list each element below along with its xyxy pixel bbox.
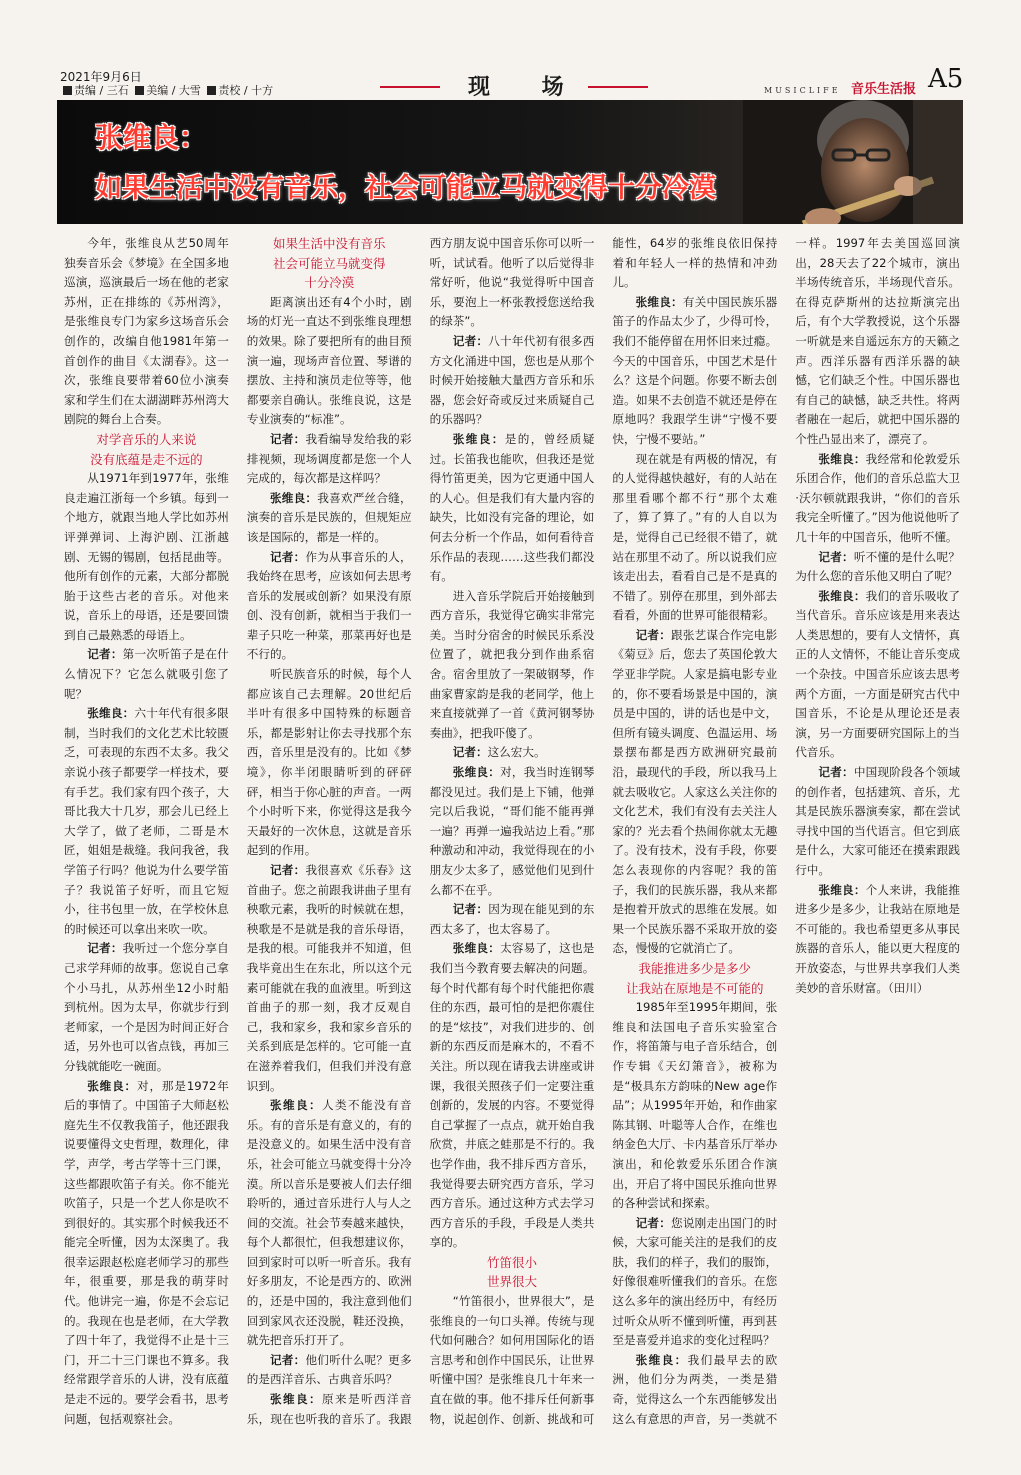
article-paragraph [64,939,229,1076]
headline-name: 张维良： [95,121,208,154]
subheading: 竹笛很小 [486,1254,537,1270]
page-header [0,0,1021,100]
speaker-label: 记者： [452,333,489,348]
article-body [64,234,960,1434]
paragraph-text: 距离演出还有4个小时，剧场的灯光一直达不到张维良理想的效果。除了要把所有的曲目预演一遍，现场声音位置、琴谱的摆放、主持和演员走位等等，他都要亲自确认。张维良说，这是专业演奏的“标准”。 [246,294,412,427]
speaker-label: 张维良： [635,1352,688,1367]
paragraph-text: 我经常和伦敦爱乐乐团合作，他们的音乐总监大卫·沃尔顿就跟我讲，“你们的音乐我完全听懂了。”因为他说他听了几十年的中国音乐，他听不懂。 [795,451,960,544]
paragraph-text: 听民族音乐的时候，每个人都应该自己去理解。20世纪后半叶有很多中国特殊的标题音乐，都是影射让你去寻找那个东西，音乐里是没有的。比如《梦境》，你半闭眼睛听到的砰砰砰，相当于你心脏的声音。一两个小时听下来，你觉得这是我今天最好的一次休息，这就是音乐起到的作用。 [246,667,412,858]
paragraph-text: 对，我当时连钢琴都没见过。我们是上下铺，他弹完以后我说，“哥们能不能再弹一遍？再弹一遍我站边上看。”那种激动和冲动，我觉得现在的小朋友少太多了，感觉他们见到什么都不在乎。 [429,765,595,897]
article-paragraph [430,587,595,744]
speaker-label: 张维良： [452,431,505,446]
speaker-label: 张维良： [269,1392,322,1407]
speaker-label: 记者： [269,549,306,564]
article-paragraph [612,998,777,1214]
paragraph-text: 第一次听笛子是在什么情况下？它怎么就吸引您了呢？ [64,647,229,701]
editor-credits [60,82,273,98]
paragraph-text: 您说刚走出国门的时候，大家可能关注的是我们的皮肤，我们的样子，我们的服饰，好像很难听懂我们的音乐。在您这么多年的演出经历中，有经历过听众从听不懂到听懂，再到甚至是喜爱并追求的变化过程吗？ [612,1215,778,1348]
paragraph-text: 我喜欢严丝合缝，演奏的音乐是民族的，但规矩应该是国际的，都是一样的。 [246,490,412,544]
paragraph-text: 他们听什么呢？更多的是西洋音乐、古典音乐吗？ [246,1352,412,1387]
article-paragraph [64,469,229,645]
speaker-label: 记者： [269,863,306,877]
flute-player-photo [743,100,963,224]
paragraph-text: 人类不能没有音乐。有的音乐是有意义的，有的是没意义的。如果生活中没有音乐，社会可能立马就变得十分冷漠。所以音乐是要被人们去仔细聆听的，通过音乐进行人与人之间的交流。社会节奏越来越快，每个人都很忙，但我想建议你，回到家时可以听一听音乐。我有好多朋友，不论是西方的、欧洲的，还是中国的，我注意到他们回到家风衣还没脱，鞋还没换，就先把音乐打开了。 [246,1098,412,1348]
speaker-label: 张维良： [452,765,501,780]
speaker-label: 记者： [269,431,306,446]
article-paragraph [795,587,960,763]
speaker-label: 张维良： [452,941,501,956]
editor-credit: 责校 / 十方 [218,84,274,97]
paragraph-text: 作为从事音乐的人，我始终在思考，应该如何去思考音乐的发展或创新？如果没有原创、没有创新，就相当于我们一辈子只吃一种菜，那菜再好也是不行的。 [246,549,412,662]
paragraph-text: 太容易了，这也是我们当今教育要去解决的问题。每个时代都有每个时代能把你震住的东西，最可怕的是把你震住的是“炫技”，对我们进步的、创新的东西反而是麻木的，不看不关注。所以现在请我去讲座或讲课，我很关照孩子们一定要注重创新的，发展的内容。不要觉得自己掌握了一点点，就开始自我欣赏，井底之蛙那是不行的。我也学作曲，我不排斥西方音乐，我觉得要去研究西方音乐，学习西方音乐。通过这种方式去学习西方音乐的手段，手段是人类共享的。 [429,941,595,1250]
subheading: 让我站在原地是不可能的 [626,980,764,996]
article-paragraph [795,881,960,999]
article-paragraph [247,293,412,430]
paragraph-text: 是的，曾经质疑过。长笛我也能吹，但我还是觉得竹笛更美，因为它更通中国人的人心。但是我们有大量内容的缺失，比如没有完备的理论，如何去分析一个作品，如何看待音乐作品的表现……这些我们都没有。 [429,431,595,584]
subheading: 对学音乐的人来说 [96,431,197,447]
speaker-label: 记者： [818,549,854,564]
article-paragraph [247,665,412,861]
article-paragraph [430,900,595,939]
article-paragraph [612,450,777,626]
article-paragraph [64,234,229,430]
article-paragraph [795,450,960,548]
brand-english: MUSICLIFE [764,86,841,95]
paragraph-text: 这么宏大。 [487,745,546,760]
article-paragraph [795,548,960,587]
paragraph-text: 我们最早去的欧洲，他们分为两类，一类是猎奇，觉得这么一个东西能够发出这么有意思的声音，另一类就不一样。1997年去美国巡回演出，28天去了22个城市，演出半场传统音乐，半场现代音乐。在得克萨斯州的达拉斯演完出后，有个大学教授说，这个乐器一听就是来自遥远东方的天籁之声。西洋乐器有西洋乐器的缺憾，它们缺乏个性。中国乐器也有自己的缺憾，缺乏共性。将两者融在一起后，就把中国乐器的个性凸显出来了，漂亮了。 [612,236,960,1426]
speaker-label: 张维良： [635,294,683,309]
header-rule-left [380,86,440,88]
article-paragraph [430,763,595,900]
editor-credit: 责编 / 三石 [74,84,129,97]
article-paragraph [247,548,412,666]
speaker-label: 张维良： [269,490,318,505]
article-paragraph [430,332,595,430]
article-paragraph [430,939,595,1253]
headline-quote: 如果生活中没有音乐，社会可能立马就变得十分冷漠 [95,173,716,204]
square-bullet-icon [63,86,72,95]
paragraph-text: 我们的音乐吸收了当代音乐。音乐应该是用来表达人类思想的，要有人文情怀，真正的人文情怀，不能让音乐变成一个杂技。中国音乐应该去思考两个方面，一方面是研究古代中国音乐，不论是从理论还是表演，另一方面要研究国际上的当代音乐。 [795,588,960,760]
article-paragraph [430,743,595,763]
speaker-label: 记者： [87,647,123,662]
speaker-label: 记者： [452,902,489,917]
section-title: 现 场 [468,74,586,100]
paragraph-text: 个人来讲，我能推进多少是多少，让我站在原地是不可能的。我也希望更多从事民族器的音乐人，能以更大程度的开放姿态，与世界共享我们人类美妙的音乐财富。（田川） [795,882,960,995]
speaker-label: 张维良： [818,588,866,603]
paragraph-text: 我看编导发给我的彩排视频，现场调度都是您一个人完成的，每次都是这样吗？ [246,431,412,486]
paragraph-text: 我很喜欢《乐春》这首曲子。您之前跟我讲曲子里有秧歌元素，我听的时候就在想，秧歌是不是就是我的音乐母语，是我的根。可能我并不知道，但我毕竟出生在东北，所以这个元素可能就在我的血液里。听到这首曲子的那一刻，我才反观自己，我和家乡，我和家乡音乐的关系到底是怎样的。它可能一直在滋养着我们，但我们并没有意识到。 [246,863,412,1093]
square-bullet-icon [135,86,144,95]
speaker-label: 记者： [635,627,672,642]
article-paragraph [64,1077,229,1430]
paragraph-text: 六十年代有很多限制，当时我们的文化艺术比较匮乏，可表现的东西不太多。我父亲说小孩子都要学一样技术，要有手艺。我们家有四个孩子，大哥比我大十几岁，那会儿已经上大学了，做了老师，二哥是木匠，姐姐是裁缝。我问我爸，我学笛子行吗？他说为什么要学笛子？我说笛子好听，而且它短小，往书包里一放，在学校休息的时候还可以拿出来吹一吹。 [64,706,229,936]
article-paragraph [612,626,777,959]
square-bullet-icon [207,86,216,95]
paragraph-text: 跟张艺谋合作完电影《菊豆》后，您去了英国伦敦大学亚非学院。人家是搞电影专业的，你不要看场景是中国的，演员是中国的，讲的话也是中文，但所有镜头调度、色温运用、场景摆布都是西方欧洲研究最前沿，最现代的手段，所以我马上就去吸收它。人家这么关注你的文化艺术，我们有没有去关注人家的？光去看个热闹你就太无趣了。没有技术，没有手段，你要怎么表现你的内容呢？我的笛子，我们的民族乐器，我从来都是抱着开放式的思维在发展。如果一个民族乐器不采取开放的姿态，慢慢的它就消亡了。 [612,627,778,956]
paragraph-text: 因为现在能见到的东西太多了，也太容易了。 [429,902,595,936]
subheading: 没有底蕴是走不远的 [90,451,203,467]
paragraph-text: 有关中国民族乐器笛子的作品太少了，少得可怜，我们不能停留在用怀旧来过瘾。今天的中国音乐，中国艺术是什么？这是个问题。你要不断去创造。如果不去创造不就还是停在原地吗？我跟学生讲“宁慢不要快，宁慢不要站。” [612,294,778,446]
issue-date: 2021年9月6日 [60,70,142,84]
article-paragraph [247,430,412,489]
paragraph-text: 从1971年到1977年，张维良走遍江浙每一个乡镇。每到一个地方，就跟当地人学比如苏州评弹弹词、上海沪剧、江浙越剧、无锡的锡剧，包括昆曲等。他所有创作的元素，大部分都脱胎于这些古老的音乐。对他来说，音乐上的母语，还是要回馈到自己最熟悉的母语上。 [64,471,229,642]
paragraph-text: 八十年代初有很多西方文化涌进中国，您也是从那个时候开始接触大量西方音乐和乐器，您会好奇或反过来质疑自己的乐器吗？ [429,333,595,427]
paragraph-text: 现在就是有两极的情况，有的人觉得越快越好，有的人站在那里看哪个都不行“那个太难了，算了算了。”有的人自以为是，觉得自己已经很不错了，就站在那里不动了。所以说我们应该走出去，看看自己是不是真的不错了。别停在那里，到外部去看看，外面的世界可能很精彩。 [612,451,778,623]
editor-credit: 美编 / 大雪 [146,84,201,97]
article-paragraph [795,763,960,881]
article-paragraph [247,1096,412,1351]
article-paragraph [612,1214,777,1351]
subheading: 我能推进多少是多少 [638,960,752,976]
article-paragraph [430,430,595,587]
subheading: 世界很大 [486,1274,537,1290]
paragraph-text: 对，那是1972年后的事情了。中国笛子大师赵松庭先生不仅教我笛子，他还跟我说要懂得文史哲理，数理化，律学，声学，考古学等十三门课，这些都跟吹笛子有关。你不能光吹笛子，只是一个艺人你是吹不到很好的。其实那个时候我还不能完全听懂，因为太深奥了。我很幸运跟赵松庭老师学习的那些年，很重要，那是我的萌芽时代。他讲完一遍，你是不会忘记的。我现在也是老师，在大学教了四十年了，我觉得不止是十三门，开二十三门课也不算多。我经常跟学音乐的人讲，没有底蕴是走不远的。要学会看书，思考问题，包括观察社会。 [64,1078,229,1426]
article-paragraph [64,704,229,939]
subheading: 社会可能立马就变得 [272,255,386,271]
article-paragraph [64,645,229,704]
header-rule-right [588,86,648,88]
speaker-label: 张维良： [87,706,135,721]
subheading: 如果生活中没有音乐 [272,236,386,251]
speaker-label: 记者： [87,941,123,956]
subheading: 十分冷漠 [304,275,355,291]
speaker-label: 记者： [269,1352,306,1367]
paragraph-text: 听不懂的是什么呢？为什么您的音乐他又明白了呢？ [795,549,960,584]
speaker-label: 张维良： [818,451,866,466]
page-number: A5 [928,64,964,94]
paragraph-text: “竹笛很小，世界很大”，是张维良的一句口头禅。传统与现代如何融合？如何用国际化的语言思考和创作中国民乐，让世界听懂中国？是张维良几十年来一直在做的事。他不排斥任何新事物，说起创作、创新、挑战和可能性，64岁的张维良依旧保持着和年轻人一样的热情和冲劲儿。 [429,236,778,1426]
speaker-label: 记者： [452,745,488,760]
paragraph-text: 进入音乐学院后开始接触到西方音乐，我觉得它确实非常完美。当时分宿舍的时候民乐系没位置了，就把我分到作曲系宿舍。宿舍里放了一架破钢琴，作曲家曹家韵是我的老同学，他上来直接就弹了一首《黄河钢琴协奏曲》，把我吓傻了。 [429,588,595,740]
brand-logo: 音乐生活报 [851,82,917,97]
paragraph-text: 原来是听西洋音乐，现在也听我的音乐了。我跟西方朋友说中国音乐你可以听一听，试试看。他听了以后觉得非常好听，他说“我觉得听中国音乐，要泡上一杯张教授您送给我的绿茶”。 [246,236,595,1426]
speaker-label: 记者： [818,765,854,780]
headline-banner [57,100,963,224]
article-paragraph [247,861,412,1096]
article-paragraph [247,1351,412,1390]
speaker-label: 张维良： [87,1078,138,1093]
article-paragraph [247,489,412,548]
speaker-label: 记者： [635,1215,672,1230]
paragraph-text: 1985年至1995年期间，张维良和法国电子音乐实验室合作，将笛箫与电子音乐结合，创作专辑《天幻箫音》，被称为是“极具东方韵味的New age作品”；从1995年开始，和作曲家陈其钢、叶聪等人合作，在维也纳金色大厅、卡内基音乐厅举办演出，和伦敦爱乐乐团合作演出，开启了将中国民乐推向世界的各种尝试和探索。 [612,1000,778,1211]
paragraph-text: 中国现阶段各个领域的创作者，包括建筑、音乐，尤其是民族乐器演奏家，都在尝试寻找中国的当代语言。但它到底是什么，大家可能还在摸索跟践行中。 [795,765,960,877]
paragraph-text: 今年，张维良从艺50周年独奏音乐会《梦境》在全国多地巡演，巡演最后一场在他的老家苏州，正在排练的《苏州湾》，是张维良专门为家乡这场音乐会创作的，改编自他1981年第一首创作的曲目《太湖春》。这一次，张维良要带着60位小演奏家和学生们在太湖湖畔苏州湾大剧院的舞台上合奏。 [64,236,229,427]
speaker-label: 张维良： [269,1098,322,1113]
speaker-label: 张维良： [818,882,866,897]
paragraph-text: 我听过一个您分享自己求学拜师的故事。您说自己拿个小马扎，从苏州坐12小时船到杭州。因为太早，你就步行到老师家，一个是因为时间正好合适，另外也可以省点钱，再加三分钱就能吃一碗面。 [64,941,229,1073]
article-paragraph [612,293,777,450]
